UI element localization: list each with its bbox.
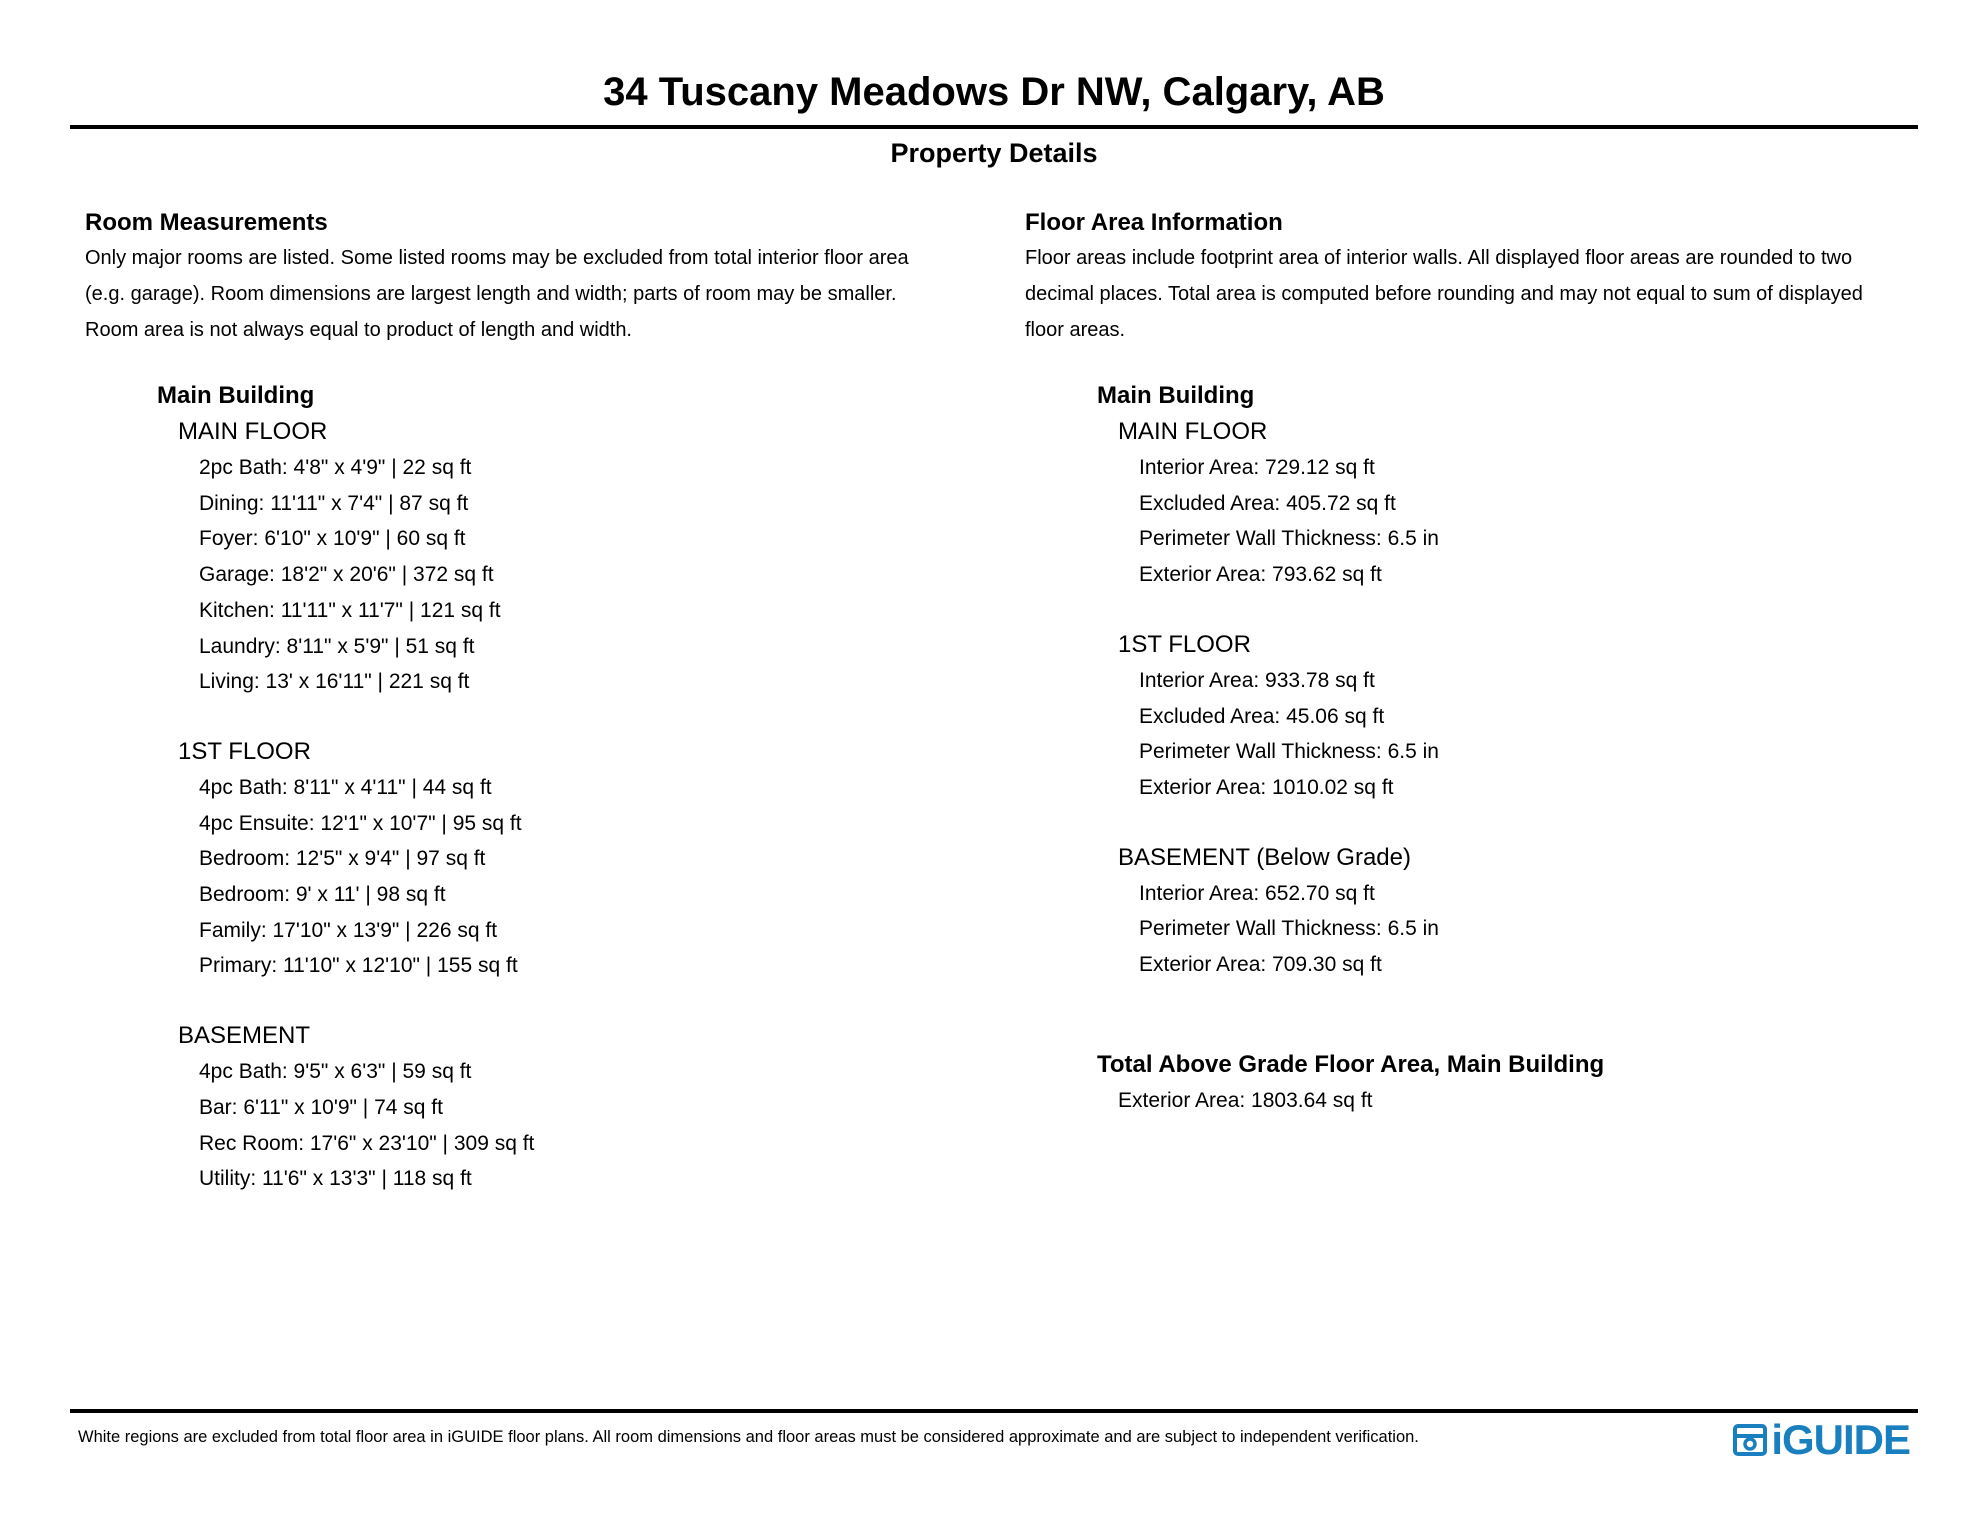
floor-area-heading: Floor Area Information	[1025, 209, 1283, 236]
area-row: Exterior Area: 709.30 sq ft	[1139, 953, 1382, 977]
total-area-block	[1097, 1047, 1925, 1119]
room-row: 4pc Ensuite: 12'1" x 10'7" | 95 sq ft	[199, 811, 522, 835]
room-row: Bedroom: 12'5" x 9'4" | 97 sq ft	[199, 847, 486, 871]
page-subtitle: Property Details	[890, 138, 1098, 168]
area-row: Interior Area: 652.70 sq ft	[1139, 881, 1375, 905]
area-floor-basement	[1118, 840, 1925, 983]
intro-line: decimal places. Total area is computed before rounding and may not equal to sum of displayed	[1025, 283, 1863, 305]
intro-line: Room area is not always equal to product of length and width.	[85, 319, 632, 341]
area-row: Perimeter Wall Thickness: 6.5 in	[1139, 527, 1439, 551]
room-measurements-heading: Room Measurements	[85, 209, 328, 236]
area-row: Interior Area: 933.78 sq ft	[1139, 668, 1375, 692]
room-row: Family: 17'10" x 13'9" | 226 sq ft	[199, 918, 498, 942]
floor-name: MAIN FLOOR	[1118, 418, 1268, 445]
area-row: Perimeter Wall Thickness: 6.5 in	[1139, 917, 1439, 941]
intro-line: (e.g. garage). Room dimensions are largest length and width; parts of room may be smaller.	[85, 283, 897, 305]
room-row: 4pc Bath: 9'5" x 6'3" | 59 sq ft	[199, 1060, 472, 1084]
room-row: Rec Room: 17'6" x 23'10" | 309 sq ft	[199, 1131, 535, 1155]
floor-main	[178, 414, 985, 700]
intro-line: Only major rooms are listed. Some listed rooms may be excluded from total interior floor area	[85, 247, 909, 269]
area-row: Perimeter Wall Thickness: 6.5 in	[1139, 740, 1439, 764]
room-row: Foyer: 6'10" x 10'9" | 60 sq ft	[199, 527, 466, 551]
area-building-block	[1097, 378, 1925, 983]
iguide-logo	[1733, 1418, 1910, 1462]
floor-name: BASEMENT	[178, 1022, 311, 1050]
total-area-heading: Total Above Grade Floor Area, Main Building	[1097, 1050, 1605, 1078]
floor-name: 1ST FLOOR	[178, 737, 311, 765]
area-row: Exterior Area: 1010.02 sq ft	[1139, 775, 1394, 799]
room-row: 2pc Bath: 4'8" x 4'9" | 22 sq ft	[199, 456, 472, 479]
room-row: Bedroom: 9' x 11' | 98 sq ft	[199, 883, 446, 907]
building-title: Main Building	[157, 382, 315, 409]
room-row: Kitchen: 11'11" x 11'7" | 121 sq ft	[199, 598, 501, 622]
floor-name: MAIN FLOOR	[178, 418, 328, 445]
area-floor-main	[1118, 414, 1925, 593]
area-row: Excluded Area: 45.06 sq ft	[1139, 704, 1385, 728]
room-measurements-section	[85, 206, 985, 1197]
header-divider	[70, 125, 1918, 129]
logo-text: iGUIDE	[1771, 1416, 1910, 1463]
intro-line: floor areas.	[1025, 319, 1126, 341]
floor-name: BASEMENT (Below Grade)	[1118, 843, 1411, 871]
room-row: Living: 13' x 16'11" | 221 sq ft	[199, 670, 470, 694]
room-row: Primary: 11'10" x 12'10" | 155 sq ft	[199, 954, 518, 978]
camera-box-icon	[1733, 1424, 1767, 1456]
area-row: Interior Area: 729.12 sq ft	[1139, 456, 1375, 479]
total-area-row: Exterior Area: 1803.64 sq ft	[1118, 1088, 1373, 1112]
floor-area-section	[1025, 206, 1925, 1119]
area-row: Exterior Area: 793.62 sq ft	[1139, 563, 1382, 587]
area-floor-first	[1118, 627, 1925, 806]
room-row: Garage: 18'2" x 20'6" | 372 sq ft	[199, 563, 494, 587]
room-measurements-intro	[85, 240, 985, 348]
intro-line: Floor areas include footprint area of interior walls. All displayed floor areas are rounded to two	[1025, 247, 1853, 269]
room-row: 4pc Bath: 8'11" x 4'11" | 44 sq ft	[199, 775, 492, 799]
floor-basement	[178, 1018, 985, 1197]
floor-area-intro	[1025, 240, 1925, 348]
building-title: Main Building	[1097, 382, 1255, 409]
room-building-block	[157, 378, 985, 1197]
floor-name: 1ST FLOOR	[1118, 630, 1251, 658]
footer-disclaimer: White regions are excluded from total floor area in iGUIDE floor plans. All room dimensions and floor areas must be considered approximate and are subject to independent verification.	[78, 1428, 1419, 1446]
footer-divider	[70, 1409, 1918, 1413]
area-row: Excluded Area: 405.72 sq ft	[1139, 491, 1396, 515]
room-row: Bar: 6'11" x 10'9" | 74 sq ft	[199, 1095, 443, 1119]
room-row: Dining: 11'11" x 7'4" | 87 sq ft	[199, 491, 469, 515]
room-row: Utility: 11'6" x 13'3" | 118 sq ft	[199, 1167, 472, 1191]
room-row: Laundry: 8'11" x 5'9" | 51 sq ft	[199, 634, 475, 658]
floor-first	[178, 734, 985, 984]
page-title: 34 Tuscany Meadows Dr NW, Calgary, AB	[603, 70, 1385, 114]
